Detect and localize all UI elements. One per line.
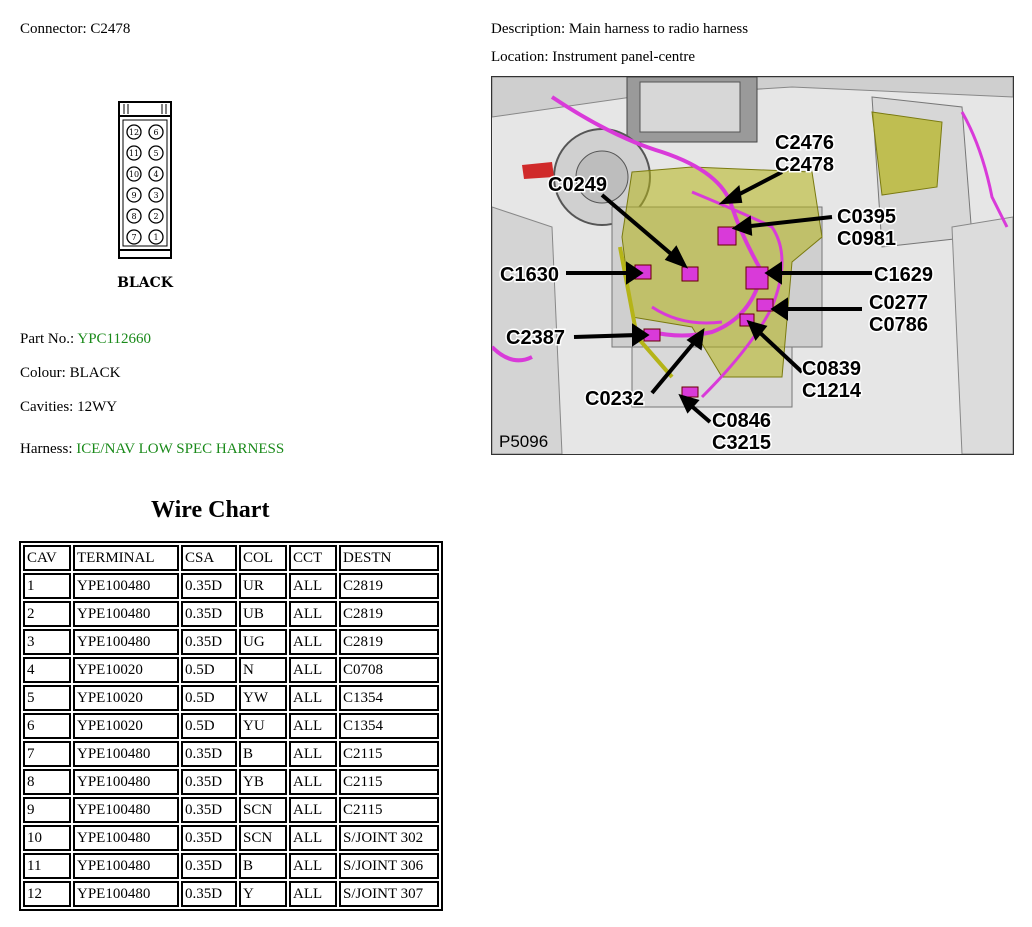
wire-chart-title: Wire Chart (151, 497, 270, 523)
callout-c1214: C1214 (802, 380, 861, 402)
connector-face-drawing (114, 100, 176, 295)
table-row (23, 769, 439, 795)
location-image (491, 76, 1014, 455)
part-no-label: Part No.: (20, 331, 75, 347)
description-label: Description: (491, 21, 566, 37)
table-cell: 0.5D (181, 685, 237, 711)
table-row (23, 825, 439, 851)
connector-diagram (114, 100, 176, 295)
table-cell: SCN (239, 797, 287, 823)
table-cell: YPE100480 (73, 601, 179, 627)
harness-line (20, 441, 284, 458)
figure-id: P5096 (499, 432, 549, 451)
cavities-value: 12WY (77, 399, 118, 415)
cavity-8: 8 (131, 212, 137, 221)
table-cell: ALL (289, 825, 337, 851)
callout-c0395: C0395 (837, 206, 896, 228)
table-row (23, 629, 439, 655)
table-cell: 11 (23, 853, 71, 879)
table-cell: B (239, 853, 287, 879)
table-cell: YPE100480 (73, 825, 179, 851)
table-cell: 0.35D (181, 825, 237, 851)
wire-chart-header-cell: COL (239, 545, 287, 571)
table-row (23, 601, 439, 627)
callout-c0981: C0981 (837, 228, 896, 250)
connector-color-label: BLACK (117, 275, 173, 291)
description-value: Main harness to radio harness (568, 21, 749, 37)
callout-c0277: C0277 (869, 292, 928, 314)
table-cell: YPE100480 (73, 629, 179, 655)
table-row (23, 881, 439, 907)
table-cell: YPE100480 (73, 769, 179, 795)
table-cell: 0.35D (181, 797, 237, 823)
table-row (23, 741, 439, 767)
table-row (23, 713, 439, 739)
cavity-1: 1 (153, 233, 159, 242)
callout-c0249: C0249 (548, 174, 607, 196)
wire-chart-header-cell: CCT (289, 545, 337, 571)
table-cell: ALL (289, 657, 337, 683)
table-cell: C2819 (339, 573, 439, 599)
wire-chart-header-cell: CAV (23, 545, 71, 571)
cavity-11: 11 (128, 149, 140, 158)
table-cell: ALL (289, 741, 337, 767)
table-cell: 7 (23, 741, 71, 767)
table-cell: 0.35D (181, 769, 237, 795)
cavity-3: 3 (153, 191, 159, 200)
table-cell: ALL (289, 573, 337, 599)
table-cell: C2115 (339, 797, 439, 823)
table-cell: SCN (239, 825, 287, 851)
cavity-5: 5 (153, 149, 159, 158)
table-cell: 0.35D (181, 853, 237, 879)
callout-c0846: C0846 (712, 410, 771, 432)
wire-chart-header-cell: DESTN (339, 545, 439, 571)
table-cell: 0.35D (181, 741, 237, 767)
table-cell: N (239, 657, 287, 683)
location-line (491, 49, 695, 66)
table-cell: UB (239, 601, 287, 627)
table-cell: YPE10020 (73, 685, 179, 711)
table-cell: 0.35D (181, 573, 237, 599)
table-row (23, 657, 439, 683)
table-cell: C2819 (339, 629, 439, 655)
table-cell: YPE10020 (73, 713, 179, 739)
table-row (23, 685, 439, 711)
connector-label: Connector: (20, 21, 87, 37)
table-cell: 8 (23, 769, 71, 795)
table-cell: YPE100480 (73, 573, 179, 599)
callout-c1630: C1630 (500, 264, 559, 286)
description-line (491, 21, 748, 38)
table-cell: ALL (289, 685, 337, 711)
cavities-label: Cavities: (20, 399, 74, 415)
callout-c2387: C2387 (506, 327, 565, 349)
table-cell: UG (239, 629, 287, 655)
table-cell: ALL (289, 629, 337, 655)
table-cell: YU (239, 713, 287, 739)
table-cell: 5 (23, 685, 71, 711)
callout-c0839: C0839 (802, 358, 861, 380)
table-cell: YW (239, 685, 287, 711)
table-cell: YPE100480 (73, 797, 179, 823)
table-cell: 4 (23, 657, 71, 683)
connector-value: C2478 (90, 21, 131, 37)
table-cell: C1354 (339, 685, 439, 711)
table-row (23, 573, 439, 599)
table-cell: C2819 (339, 601, 439, 627)
cavity-6: 6 (153, 128, 159, 137)
table-cell: B (239, 741, 287, 767)
table-cell: ALL (289, 713, 337, 739)
table-cell: ALL (289, 769, 337, 795)
table-cell: S/JOINT 302 (339, 825, 439, 851)
callout-c3215: C3215 (712, 432, 771, 454)
table-cell: ALL (289, 853, 337, 879)
table-cell: 0.5D (181, 713, 237, 739)
table-cell: YPE100480 (73, 741, 179, 767)
table-cell: C1354 (339, 713, 439, 739)
callout-c0232: C0232 (585, 388, 644, 410)
harness-link[interactable]: ICE/NAV LOW SPEC HARNESS (76, 441, 285, 457)
table-cell: 1 (23, 573, 71, 599)
wire-chart-header-row (23, 545, 439, 571)
wire-chart-header-cell: CSA (181, 545, 237, 571)
cavity-12: 12 (128, 128, 140, 137)
table-cell: 10 (23, 825, 71, 851)
table-row (23, 853, 439, 879)
connector-line (20, 21, 130, 38)
table-cell: ALL (289, 797, 337, 823)
location-value: Instrument panel-centre (552, 49, 696, 65)
colour-value: BLACK (69, 365, 121, 381)
cavity-9: 9 (131, 191, 137, 200)
cavity-2: 2 (153, 212, 159, 221)
table-cell: 0.35D (181, 601, 237, 627)
table-cell: C2115 (339, 741, 439, 767)
table-cell: YB (239, 769, 287, 795)
cavity-7: 7 (131, 233, 137, 242)
colour-line (20, 365, 120, 382)
part-no-link[interactable]: YPC112660 (77, 331, 151, 347)
table-row (23, 797, 439, 823)
table-cell: 9 (23, 797, 71, 823)
harness-label: Harness: (20, 441, 73, 457)
table-cell: C0708 (339, 657, 439, 683)
part-no-line (20, 331, 151, 348)
table-cell: 2 (23, 601, 71, 627)
table-cell: S/JOINT 306 (339, 853, 439, 879)
table-cell: 0.35D (181, 629, 237, 655)
callout-c0786: C0786 (869, 314, 928, 336)
table-cell: 12 (23, 881, 71, 907)
colour-label: Colour: (20, 365, 66, 381)
cavity-10: 10 (128, 170, 140, 179)
table-cell: 3 (23, 629, 71, 655)
cavities-line (20, 399, 117, 416)
wire-chart-header-cell: TERMINAL (73, 545, 179, 571)
callout-c2476: C2476 (775, 132, 834, 154)
table-cell: YPE100480 (73, 881, 179, 907)
wire-chart-table (19, 541, 443, 911)
table-cell: Y (239, 881, 287, 907)
cavity-4: 4 (153, 170, 159, 179)
table-cell: 0.5D (181, 657, 237, 683)
callout-c2478: C2478 (775, 154, 834, 176)
table-cell: 6 (23, 713, 71, 739)
table-cell: YPE100480 (73, 853, 179, 879)
table-cell: S/JOINT 307 (339, 881, 439, 907)
table-cell: 0.35D (181, 881, 237, 907)
table-cell: UR (239, 573, 287, 599)
table-cell: ALL (289, 601, 337, 627)
location-label: Location: (491, 49, 549, 65)
table-cell: YPE10020 (73, 657, 179, 683)
table-cell: ALL (289, 881, 337, 907)
callout-c1629: C1629 (874, 264, 933, 286)
location-illustration (492, 77, 1013, 454)
table-cell: C2115 (339, 769, 439, 795)
